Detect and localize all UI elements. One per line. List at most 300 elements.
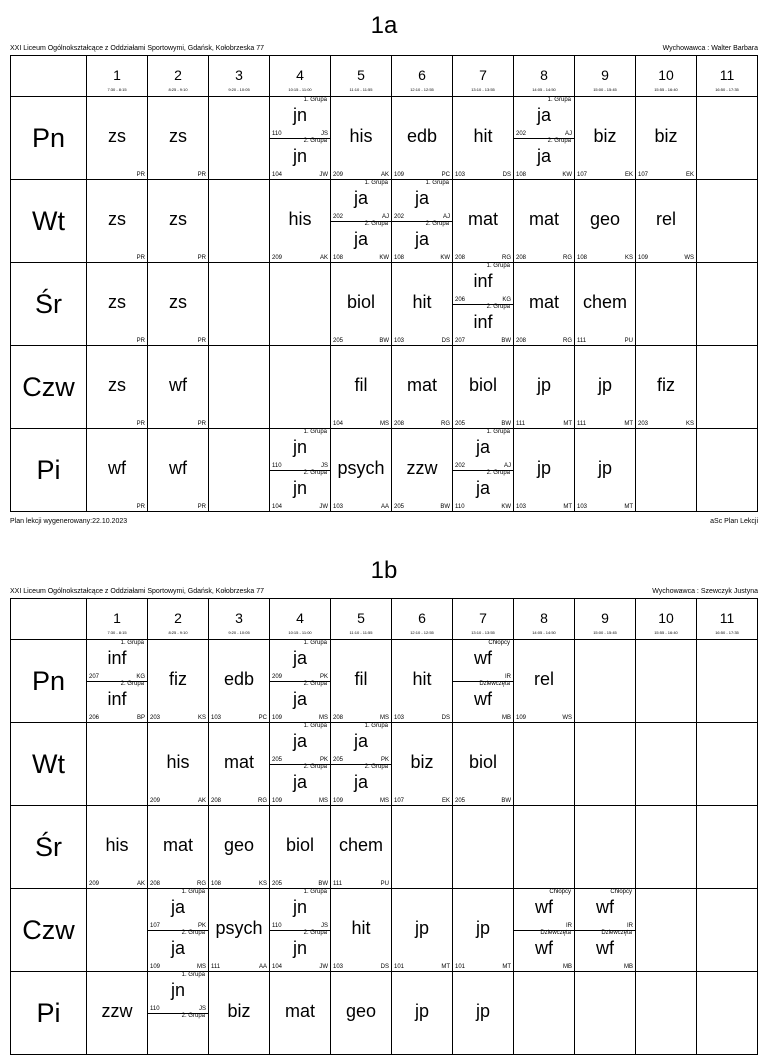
period-header <box>148 599 209 640</box>
subject: hit <box>412 292 432 312</box>
group-lesson <box>270 681 330 722</box>
period-number: 4 <box>296 67 304 83</box>
day-row <box>11 723 758 806</box>
group-divider <box>514 930 574 931</box>
lesson-cell <box>453 97 514 180</box>
period-header <box>270 599 331 640</box>
group-lesson <box>331 764 391 805</box>
lesson <box>636 180 696 262</box>
lesson-cell <box>87 346 148 429</box>
period-time: 12:10 - 12:55 <box>410 630 434 635</box>
subject: jn <box>170 980 185 1000</box>
lesson-cell <box>575 723 636 806</box>
teacher-code: MT <box>502 964 511 970</box>
subject: ja <box>292 772 307 792</box>
subject: zs <box>108 126 126 146</box>
room-number: 205 <box>272 881 283 887</box>
lesson <box>392 263 452 345</box>
group-lesson <box>148 1013 208 1054</box>
subject: wf <box>474 689 492 709</box>
split-lesson <box>87 640 147 722</box>
subject: jp <box>536 458 551 478</box>
day-row <box>11 889 758 972</box>
day-label: Wt <box>11 723 87 806</box>
lesson-cell <box>453 806 514 889</box>
group-divider <box>270 930 330 931</box>
subject: ja <box>353 772 368 792</box>
lesson-cell <box>392 346 453 429</box>
lesson-cell <box>392 972 453 1055</box>
group-name: 2. Grupa <box>120 681 144 687</box>
lesson-cell <box>514 429 575 512</box>
group-divider <box>270 681 330 682</box>
room-number: 203 <box>638 421 649 427</box>
lesson <box>270 180 330 262</box>
software-name: aSc Plan Lekcji <box>710 518 758 525</box>
group-lesson <box>270 470 330 511</box>
room-number: 103 <box>333 964 344 970</box>
room-number: 103 <box>455 172 466 178</box>
split-lesson <box>514 889 574 971</box>
room-number: 104 <box>333 421 344 427</box>
teacher-code: PC <box>258 715 267 721</box>
group-divider <box>270 470 330 471</box>
teacher-code: JW <box>319 964 328 970</box>
subject: biol <box>468 375 498 395</box>
lesson <box>87 429 147 511</box>
lesson-cell <box>514 263 575 346</box>
teacher-code: DS <box>441 715 450 721</box>
lesson-cell <box>636 723 697 806</box>
teacher-code: AJ <box>442 214 450 220</box>
room-number: 209 <box>333 172 344 178</box>
teacher-code: PR <box>136 504 145 510</box>
teacher-code: JS <box>198 1006 206 1012</box>
header-row <box>11 599 758 640</box>
subject: wf <box>108 458 126 478</box>
lesson <box>331 972 391 1054</box>
subject: wf <box>474 648 492 668</box>
teacher-code: PR <box>136 338 145 344</box>
lesson-cell <box>209 640 270 723</box>
room-number: 104 <box>272 172 283 178</box>
lesson <box>331 429 391 511</box>
lesson <box>148 180 208 262</box>
split-lesson <box>331 723 391 805</box>
teacher-code: EK <box>441 798 450 804</box>
room-number: 110 <box>272 131 282 137</box>
lesson-cell <box>331 972 392 1055</box>
period-number: 1 <box>113 610 121 626</box>
day-row <box>11 972 758 1055</box>
lesson-cell <box>209 972 270 1055</box>
split-lesson <box>575 889 635 971</box>
teacher-code: KS <box>624 255 633 261</box>
group-name: 1. Grupa <box>486 429 510 435</box>
subject: inf <box>107 648 127 668</box>
period-time: 10:15 - 11:00 <box>288 630 312 635</box>
room-number: 110 <box>272 463 282 469</box>
teacher-code: MB <box>502 715 511 721</box>
group-lesson <box>331 221 391 262</box>
group-name: Dziewczęta <box>479 681 510 687</box>
subject: ja <box>353 229 368 249</box>
lesson-cell <box>514 180 575 263</box>
room-number: 110 <box>455 504 465 510</box>
teacher-code: JW <box>319 504 328 510</box>
teacher-code: KW <box>501 504 511 510</box>
subject: inf <box>473 271 493 291</box>
lesson-cell <box>392 180 453 263</box>
teacher-code: DS <box>502 172 511 178</box>
lesson-cell <box>87 972 148 1055</box>
school-name: XXI Liceum Ogólnokształcące z Oddziałami Sportowymi, Gdańsk, Kołobrzeska 77 <box>10 45 265 52</box>
group-divider <box>392 221 452 222</box>
lesson <box>392 346 452 428</box>
teacher-code: PU <box>380 881 389 887</box>
lesson-cell <box>331 97 392 180</box>
day-label: Pi <box>11 429 87 512</box>
room-number: 111 <box>577 421 587 427</box>
lesson-cell <box>453 889 514 972</box>
teacher-code: PK <box>319 757 328 763</box>
lesson-cell <box>636 640 697 723</box>
group-lesson <box>453 263 513 304</box>
teacher-code: MT <box>563 504 572 510</box>
period-header <box>209 56 270 97</box>
lesson-cell <box>331 640 392 723</box>
subject: geo <box>589 209 621 229</box>
group-lesson <box>453 304 513 345</box>
teacher-code: EK <box>685 172 694 178</box>
lesson-cell <box>636 806 697 889</box>
lesson-cell <box>87 429 148 512</box>
room-number: 109 <box>150 964 161 970</box>
period-number: 10 <box>658 67 674 83</box>
room-number: 202 <box>516 131 527 137</box>
homeroom-teacher: Wychowawca : Walter Barbara <box>662 45 758 52</box>
lesson <box>331 640 391 722</box>
teacher-code: AJ <box>564 131 572 137</box>
period-time: 15:00 - 15:45 <box>593 630 617 635</box>
lesson-cell <box>636 346 697 429</box>
day-row <box>11 640 758 723</box>
lesson <box>209 723 269 805</box>
teacher-code: EK <box>624 172 633 178</box>
lesson <box>331 346 391 428</box>
split-lesson <box>453 429 513 511</box>
room-number: 109 <box>394 172 405 178</box>
split-lesson <box>148 889 208 971</box>
room-number: 111 <box>333 881 343 887</box>
period-number: 7 <box>479 610 487 626</box>
group-name: 2. Grupa <box>303 764 327 770</box>
lesson <box>270 806 330 888</box>
lesson-cell <box>209 806 270 889</box>
room-number: 205 <box>394 504 405 510</box>
subject: chem <box>338 835 383 855</box>
lesson-cell <box>575 640 636 723</box>
teacher-code: RG <box>502 255 511 261</box>
split-lesson <box>270 97 330 179</box>
lesson <box>148 640 208 722</box>
split-lesson <box>270 429 330 511</box>
teacher-code: PR <box>197 421 206 427</box>
lesson-cell <box>148 640 209 723</box>
lesson <box>87 806 147 888</box>
period-number: 5 <box>357 67 365 83</box>
group-lesson <box>453 681 513 722</box>
timetable-1b <box>10 548 758 1028</box>
subject: ja <box>536 146 551 166</box>
room-number: 103 <box>394 715 405 721</box>
lesson <box>392 723 452 805</box>
room-number: 202 <box>394 214 405 220</box>
subject: zs <box>108 292 126 312</box>
subject: zs <box>169 209 187 229</box>
lesson-cell <box>697 806 758 889</box>
lesson <box>575 97 635 179</box>
lesson-cell <box>697 640 758 723</box>
period-header <box>514 599 575 640</box>
lesson <box>575 263 635 345</box>
lesson-cell <box>331 806 392 889</box>
subject: ja <box>353 188 368 208</box>
lesson <box>392 889 452 971</box>
lesson-cell <box>209 346 270 429</box>
lesson-cell <box>87 97 148 180</box>
room-number: 109 <box>333 798 344 804</box>
group-divider <box>453 470 513 471</box>
subject: mat <box>223 752 254 772</box>
period-header <box>575 599 636 640</box>
teacher-code: AK <box>136 881 145 887</box>
room-number: 207 <box>455 338 466 344</box>
teacher-code: MT <box>441 964 450 970</box>
day-row <box>11 806 758 889</box>
lesson-cell <box>453 723 514 806</box>
lesson-cell <box>209 429 270 512</box>
room-number: 205 <box>455 798 466 804</box>
teacher-code: BW <box>379 338 389 344</box>
teacher-code: BW <box>501 338 511 344</box>
header-row <box>11 56 758 97</box>
subject: zs <box>108 375 126 395</box>
subject: inf <box>473 312 493 332</box>
teacher-code: PK <box>319 674 328 680</box>
lesson-cell <box>270 346 331 429</box>
teacher-code: JW <box>319 172 328 178</box>
teacher-code: RG <box>258 798 267 804</box>
group-divider <box>331 221 391 222</box>
subject: wf <box>169 375 187 395</box>
group-name: 1. Grupa <box>303 640 327 646</box>
subject: mat <box>162 835 193 855</box>
subject: jn <box>292 437 307 457</box>
period-time: 7:30 - 8:15 <box>107 87 127 92</box>
lesson-cell <box>148 180 209 263</box>
period-header <box>697 56 758 97</box>
teacher-code: IR <box>627 923 633 929</box>
period-header <box>148 56 209 97</box>
room-number: 208 <box>150 881 161 887</box>
lesson-cell <box>575 97 636 180</box>
lesson-cell <box>697 429 758 512</box>
teacher-code: PK <box>197 923 206 929</box>
lesson-cell <box>331 263 392 346</box>
lesson <box>87 263 147 345</box>
split-lesson <box>392 180 452 262</box>
teacher-code: PR <box>197 172 206 178</box>
lesson-cell <box>697 263 758 346</box>
teacher-code: PR <box>197 255 206 261</box>
lesson-cell <box>636 263 697 346</box>
subject: rel <box>533 669 554 689</box>
room-number: 205 <box>455 421 466 427</box>
subject: zzw <box>101 1001 133 1021</box>
group-name: 2. Grupa <box>303 470 327 476</box>
group-name: 2. Grupa <box>364 221 388 227</box>
room-number: 207 <box>89 674 100 680</box>
group-divider <box>148 930 208 931</box>
teacher-code: PR <box>197 338 206 344</box>
room-number: 110 <box>150 1006 160 1012</box>
lesson-cell <box>270 180 331 263</box>
lesson <box>453 180 513 262</box>
subject: ja <box>414 188 429 208</box>
subject: ja <box>292 689 307 709</box>
subject: wf <box>596 938 614 958</box>
period-number: 6 <box>418 610 426 626</box>
schedule-grid <box>10 55 758 512</box>
period-header <box>636 56 697 97</box>
lesson <box>453 889 513 971</box>
room-number: 202 <box>455 463 466 469</box>
subject: jp <box>597 458 612 478</box>
group-lesson <box>87 681 147 722</box>
room-number: 107 <box>577 172 588 178</box>
subject: biol <box>285 835 315 855</box>
period-time: 14:05 - 14:50 <box>532 630 556 635</box>
group-lesson <box>270 640 330 681</box>
subject: jp <box>414 1001 429 1021</box>
split-lesson <box>331 180 391 262</box>
group-name: Chłopcy <box>610 889 632 895</box>
group-lesson <box>270 723 330 764</box>
teacher-code: KW <box>562 172 572 178</box>
subject: ja <box>353 731 368 751</box>
lesson <box>87 97 147 179</box>
period-time: 16:50 - 17:35 <box>715 87 739 92</box>
period-time: 9:20 - 10:05 <box>228 630 250 635</box>
period-number: 10 <box>658 610 674 626</box>
room-number: 103 <box>577 504 588 510</box>
subject: biz <box>410 752 434 772</box>
room-number: 109 <box>272 715 283 721</box>
group-name: 1. Grupa <box>425 180 449 186</box>
teacher-code: DS <box>380 964 389 970</box>
period-number: 1 <box>113 67 121 83</box>
group-lesson <box>514 930 574 971</box>
period-time: 13:10 - 13:55 <box>471 630 495 635</box>
split-lesson <box>270 889 330 971</box>
lesson <box>87 346 147 428</box>
lesson <box>636 97 696 179</box>
group-name: Chłopcy <box>488 640 510 646</box>
teacher-code: IR <box>505 674 511 680</box>
period-header <box>392 56 453 97</box>
group-divider <box>575 930 635 931</box>
teacher-code: KS <box>258 881 267 887</box>
teacher-code: WS <box>684 255 694 261</box>
group-divider <box>148 1013 208 1014</box>
group-lesson <box>575 930 635 971</box>
room-number: 109 <box>516 715 527 721</box>
subject: ja <box>414 229 429 249</box>
class-title: 1b <box>370 557 398 584</box>
lesson-cell <box>514 97 575 180</box>
lesson-cell <box>209 180 270 263</box>
homeroom-teacher: Wychowawca : Szewczyk Justyna <box>652 588 758 595</box>
lesson-cell <box>209 263 270 346</box>
subject: biol <box>346 292 376 312</box>
lesson <box>209 972 269 1054</box>
lesson <box>209 806 269 888</box>
period-number: 9 <box>601 67 609 83</box>
lesson-cell <box>575 180 636 263</box>
lesson-cell <box>636 889 697 972</box>
lesson-cell <box>392 97 453 180</box>
group-divider <box>270 764 330 765</box>
lesson-cell <box>148 972 209 1055</box>
group-name: 1. Grupa <box>486 263 510 269</box>
group-name: 2. Grupa <box>547 138 571 144</box>
subject: fiz <box>169 669 187 689</box>
lesson-cell <box>87 806 148 889</box>
room-number: 209 <box>272 255 283 261</box>
room-number: 208 <box>516 255 527 261</box>
teacher-code: JS <box>320 923 328 929</box>
group-lesson <box>331 723 391 764</box>
room-number: 205 <box>333 338 344 344</box>
group-name: 2. Grupa <box>181 930 205 936</box>
subject: geo <box>345 1001 377 1021</box>
subject: geo <box>223 835 255 855</box>
group-name: 1. Grupa <box>181 889 205 895</box>
split-lesson <box>148 972 208 1054</box>
subject: his <box>105 835 129 855</box>
room-number: 108 <box>211 881 222 887</box>
period-time: 14:05 - 14:50 <box>532 87 556 92</box>
period-header <box>575 56 636 97</box>
day-row <box>11 97 758 180</box>
lesson-cell <box>270 889 331 972</box>
lesson-cell <box>148 346 209 429</box>
lesson <box>575 429 635 511</box>
corner-cell <box>11 599 87 640</box>
room-number: 206 <box>455 297 466 303</box>
period-header <box>331 56 392 97</box>
group-name: 1. Grupa <box>303 429 327 435</box>
lesson-cell <box>270 263 331 346</box>
subject: zs <box>108 209 126 229</box>
day-label: Pn <box>11 97 87 180</box>
room-number: 205 <box>272 757 283 763</box>
period-number: 6 <box>418 67 426 83</box>
lesson-cell <box>392 723 453 806</box>
room-number: 209 <box>89 881 100 887</box>
subject: fiz <box>657 375 675 395</box>
